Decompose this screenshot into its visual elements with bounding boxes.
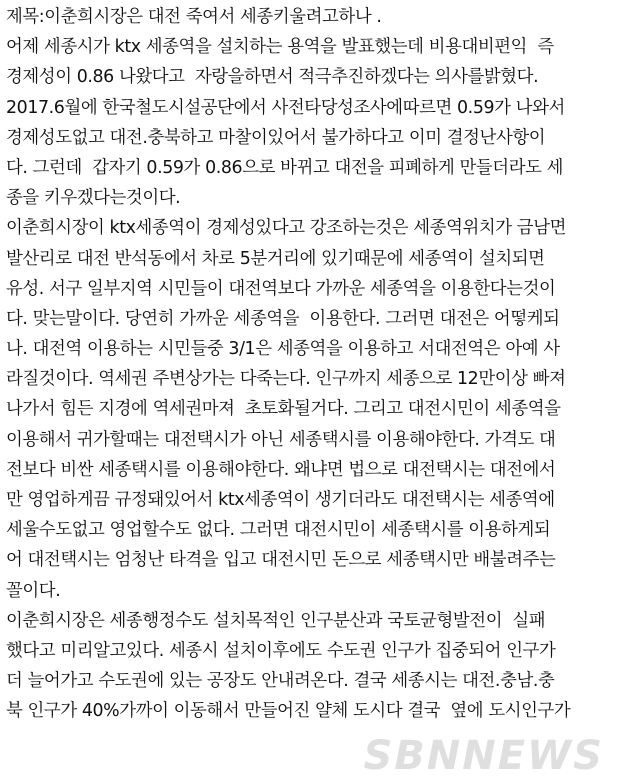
text-line: 나. 대전역 이용하는 시민들중 3/1은 세종역을 이용하고 서대전역은 아예 사: [6, 339, 560, 360]
text-line: 다. 맞는말이다. 당연히 가까운 세종역을 이용한다. 그러면 대전은 어떻케되: [6, 308, 560, 329]
text-line: 어 대전택시는 엄청난 타격을 입고 대전시민 돈으로 세종택시만 배불려주는: [6, 550, 556, 571]
text-line: 이용해서 귀가할때는 대전택시가 아닌 세종택시를 이용해야한다. 가격도 대: [6, 429, 556, 450]
text-line: 유성. 서구 일부지역 시민들이 대전역보다 가까운 세종역을 이용한다는것이: [6, 278, 556, 299]
text-line: 경제성이 0.86 나왔다고 자랑을하면서 적극추진하겠다는 의사를밝혔다.: [6, 67, 539, 88]
text-line: 다. 그런데 갑자기 0.59가 0.86으로 바뀌고 대전을 피폐하게 만들더라도 세: [6, 157, 564, 178]
text-line: 세울수도없고 영업할수도 없다. 그러면 대전시민이 세종택시를 이용하게되: [6, 520, 551, 541]
watermark-logo: SBNNEWS: [363, 733, 604, 779]
text-line: 전보다 비싼 세종택시를 이용해야한다. 왜냐면 법으로 대전택시는 대전에서: [6, 459, 556, 480]
document-body: [6, 2, 618, 727]
text-line: 2017.6월에 한국철도시설공단에서 사전타당성조사에따르면 0.59가 나와서: [6, 97, 565, 118]
text-line: 북 인구가 40%가까이 이동해서 만들어진 얄체 도시다 결국 옆에 도시인구가: [6, 701, 571, 722]
text-line: 이춘희시장이 ktx세종역이 경제성있다고 강조하는것은 세종역위치가 금남면: [6, 218, 567, 239]
text-line: 만 영업하게끔 규정돼있어서 ktx세종역이 생기더라도 대전택시는 세종역에: [6, 490, 555, 510]
text-line: 발산리로 대전 반석동에서 차로 5분거리에 있기때문에 세종역이 설치되면: [6, 248, 545, 269]
text-line: 했다고 미리알고있다. 세종시 설치이후에도 수도권 인구가 집중되어 인구가: [6, 640, 556, 661]
text-line: 종을 키우겠다는것이다.: [6, 188, 181, 209]
title-line: 제목:이춘희시장은 대전 죽여서 세종키울려고하나 .: [6, 7, 382, 27]
text-line: 나가서 힘든 지경에 역세권마져 초토화될거다. 그리고 대전시민이 세종역을: [6, 399, 561, 420]
text-line: 꼴이다.: [6, 580, 61, 601]
text-line: 이춘희시장은 세종행정수도 설치목적인 인구분산과 국토균형발전이 실패: [6, 610, 546, 631]
text-line: 경제성도없고 대전.충북하고 마찰이있어서 불가하다고 이미 결정난사항이: [6, 127, 546, 148]
text-line: 라질것이다. 역세권 주변상가는 다죽는다. 인구까지 세종으로 12만이상 빠져: [6, 369, 566, 390]
text-line: 더 늘어가고 수도권에 있는 공장도 안내려온다. 결국 세종시는 대전.충남.충: [6, 671, 555, 692]
text-line: 어제 세종시가 ktx 세종역을 설치하는 용역을 발표했는데 비용대비편익 즉: [6, 37, 554, 58]
